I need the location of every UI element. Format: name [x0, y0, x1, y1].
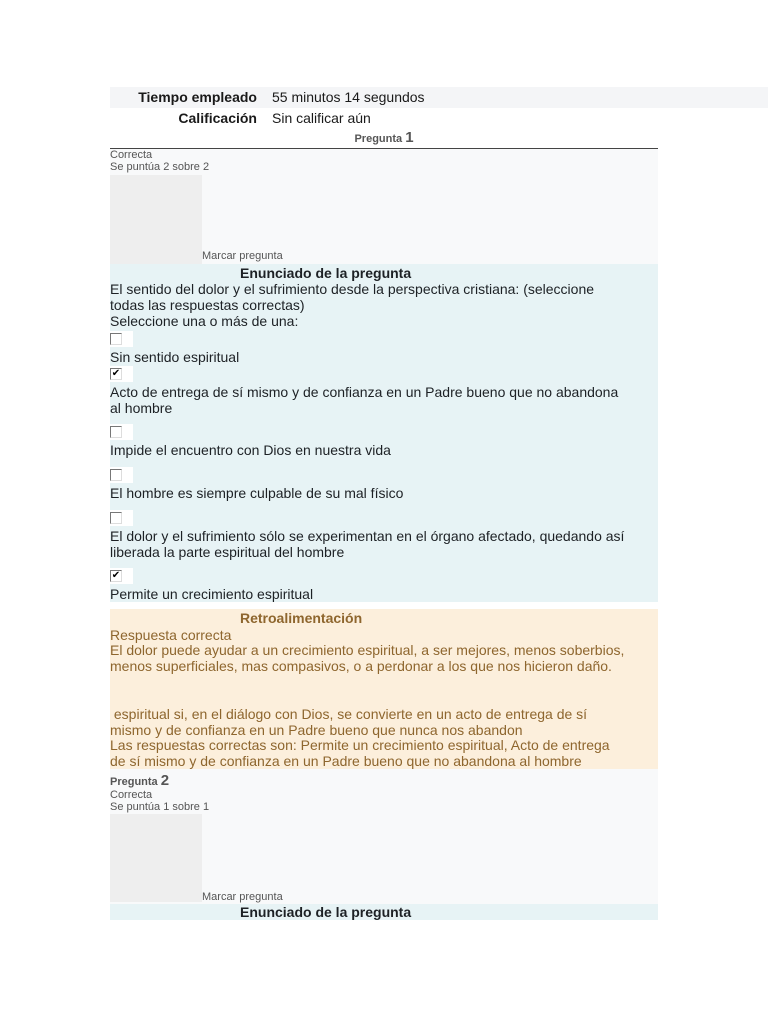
option-4-checkbox[interactable] — [110, 469, 122, 481]
option-2-label-line1: Acto de entrega de sí mismo y de confianza en un Padre bueno que no abandona — [110, 384, 619, 400]
option-2-checkbox[interactable] — [110, 368, 122, 380]
feedback-line5: mismo y de confianza en un Padre bueno que nunca nos abandon — [110, 722, 523, 738]
option-6-label: Permite un crecimiento espiritual — [110, 586, 314, 602]
feedback-line1: Respuesta correcta — [110, 627, 232, 643]
option-5-label-line2: liberada la parte espiritual del hombre — [110, 544, 345, 560]
question-2-header — [110, 772, 169, 789]
time-value: 55 minutos 14 segundos — [272, 89, 425, 105]
check-icon: ✔ — [111, 570, 121, 581]
question-1-score: Se puntúa 2 sobre 2 — [110, 161, 210, 173]
option-3-label: Impide el encuentro con Dios en nuestra vida — [110, 442, 391, 458]
option-5-label-line1: El dolor y el sufrimiento sólo se experimentan en el órgano afectado, quedando así — [110, 528, 625, 544]
flag-icon[interactable] — [110, 814, 202, 902]
grade-value: Sin calificar aún — [272, 110, 371, 126]
question-1-info — [110, 149, 658, 264]
option-2-label-line2: al hombre — [110, 400, 173, 416]
question-2-info — [110, 769, 658, 904]
question-1-feedback — [110, 609, 658, 769]
question-1-section-title: Enunciado de la pregunta — [240, 265, 412, 281]
flag-icon[interactable] — [110, 175, 202, 264]
question-2-section-title: Enunciado de la pregunta — [240, 904, 412, 920]
question-2-label: Pregunta — [110, 776, 158, 788]
question-1-status: Correcta — [110, 149, 153, 161]
option-6-checkbox[interactable] — [110, 570, 122, 582]
question-1-content — [110, 264, 658, 602]
question-1-prompt: Seleccione una o más de una: — [110, 313, 299, 329]
question-2-content — [110, 904, 658, 920]
grade-label: Calificación — [178, 110, 257, 126]
feedback-line6: Las respuestas correctas son: Permite un crecimiento espiritual, Acto de entrega — [110, 737, 610, 753]
option-4-label: El hombre es siempre culpable de su mal físico — [110, 485, 404, 501]
time-label: Tiempo empleado — [138, 89, 257, 105]
question-2-number: 2 — [160, 772, 170, 789]
check-icon: ✔ — [111, 368, 121, 379]
feedback-title: Retroalimentación — [240, 610, 363, 626]
question-1-header — [110, 129, 658, 146]
option-5-checkbox[interactable] — [110, 512, 122, 524]
option-1-label: Sin sentido espiritual — [110, 349, 240, 365]
feedback-line3: menos superficiales, mas compasivos, o a perdonar a los que nos hicieron daño. — [110, 658, 612, 674]
question-2-status: Correcta — [110, 789, 153, 801]
summary-row-grade — [110, 108, 768, 129]
feedback-line7: de sí mismo y de confianza en un Padre bueno que no abandona al hombre — [110, 753, 582, 769]
flag-question-1-link[interactable]: Marcar pregunta — [202, 250, 283, 262]
question-2-score: Se puntúa 1 sobre 1 — [110, 801, 210, 813]
question-1-text-line1: El sentido del dolor y el sufrimiento desde la perspectiva cristiana: (seleccione — [110, 281, 595, 297]
summary-row-time — [110, 87, 768, 108]
option-1-checkbox[interactable] — [110, 333, 122, 345]
flag-question-2-link[interactable]: Marcar pregunta — [202, 891, 283, 903]
feedback-line4: espiritual si, en el diálogo con Dios, se convierte en un acto de entrega de sí — [110, 706, 588, 722]
question-1-number: 1 — [405, 129, 414, 146]
question-1-text-line2: todas las respuestas correctas) — [110, 297, 305, 313]
question-1-label: Pregunta — [354, 133, 403, 145]
option-3-checkbox[interactable] — [110, 426, 122, 438]
feedback-line2: El dolor puede ayudar a un crecimiento espiritual, a ser mejores, menos soberbios, — [110, 642, 625, 658]
